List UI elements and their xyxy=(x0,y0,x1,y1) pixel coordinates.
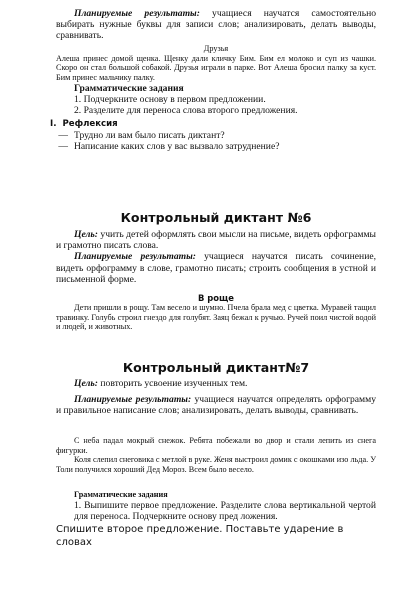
dictation-7-title: Контрольный диктант№7 xyxy=(122,360,310,375)
dash-marker: — xyxy=(58,141,68,153)
planned-results-label: Планируемые результаты: xyxy=(74,251,196,263)
grammar-item-1: 1. Подчеркните основу в первом предложении. xyxy=(74,94,266,106)
planned-results-text: учащиеся научатся самостоятельно выбирать нужные буквы для записи слов; анализировать, делать выводы, сравнивать. xyxy=(56,8,377,42)
section3-dictation xyxy=(56,436,376,474)
reflection-item-1 xyxy=(50,130,370,141)
reflection-item-text: Написание каких слов у вас вызвало затруднение? xyxy=(74,141,280,153)
goal-text: повторить усвоение изученных тем. xyxy=(97,378,248,389)
planned-results-paragraph xyxy=(56,8,376,42)
extra-task-line xyxy=(56,523,376,549)
planned-results-text: учащиеся научатся писать сочинение, видеть орфограмму в слове, грамотно писать; строить сообщения в устной и письменной форме. xyxy=(56,251,376,285)
planned-results-paragraph xyxy=(56,394,376,416)
section2-dictation xyxy=(56,293,376,332)
dictation-title: В роще xyxy=(198,293,234,303)
dictation-text: Дети пришли в рощу. Там весело и шумно. Пчела брала мед с цветка. Муравей тащил травинку. Голубь строил гнездо для голубят. Заяц бежал к ручью. Ручей поил чистой водой и людей, и животных. xyxy=(56,303,376,332)
section1-reflection xyxy=(50,119,370,153)
section3-title-wrap xyxy=(56,360,376,375)
dictation-6-title: Контрольный диктант №6 xyxy=(120,210,312,225)
section1-dictation xyxy=(56,44,376,82)
section1-planned xyxy=(56,8,376,42)
reflection-title: Рефлексия xyxy=(62,119,118,129)
section3-goal xyxy=(56,378,376,417)
grammar-item-2: 2. Разделите для переноса слова второго предложения. xyxy=(74,105,298,117)
planned-results-label: Планируемые результаты: xyxy=(74,8,200,19)
reflection-item-text: Трудно ли вам было писать диктант? xyxy=(74,130,225,142)
goal-label: Цель: xyxy=(74,229,98,240)
section1-grammar xyxy=(56,83,376,117)
goal-label: Цель: xyxy=(74,378,98,389)
planned-results-label: Планируемые результаты: xyxy=(74,394,192,406)
dictation-title: Друзья xyxy=(203,44,229,53)
grammar-item-1: 1. Выпишите первое предложение. Разделите слова вертикальной чертой для переноса. Подчеркните основу пред ложения. xyxy=(74,499,376,522)
dictation-paragraph-1: С неба падал мокрый снежок. Ребята побежали во двор и стали лепить из снега фигурки. xyxy=(56,436,376,455)
reflection-item-2 xyxy=(50,141,370,152)
grammar-title: Грамматические задания xyxy=(74,490,168,499)
goal-text: учить детей оформлять свои мысли на письме, видеть орфограммы и грамотно писать слова. xyxy=(56,229,376,252)
goal-paragraph xyxy=(56,378,376,389)
dash-marker: — xyxy=(58,130,68,142)
section2-title-wrap xyxy=(56,210,376,225)
section2-goal xyxy=(56,229,376,285)
dictation-paragraph-2: Коля слепил снеговика с метлой в руке. Женя выстроил домик с окошками изо льда. У Толи получился хороший Дед Мороз. Всем было весело. xyxy=(56,455,376,474)
planned-results-paragraph xyxy=(56,251,376,285)
grammar-title: Грамматические задания xyxy=(74,83,184,94)
extra-task-text: Спишите второе предложение. Поставьте ударение в словах xyxy=(56,524,344,548)
reflection-marker: I. xyxy=(50,119,57,129)
planned-results-text: учащиеся научатся определять орфограмму и правильное написание слов; анализировать, делать выводы, сравнивать. xyxy=(56,394,376,417)
section3-grammar xyxy=(56,490,376,522)
goal-paragraph xyxy=(56,229,376,251)
dictation-text: Алеша принес домой щенка. Щенку дали кличку Бим. Бим ел молоко и суп из чашки. Скоро он стал большой собакой. Друзья играли в парке. Вот Алеша бросил палку за куст. Бим принес мальчику палку. xyxy=(56,53,376,82)
reflection-heading xyxy=(50,119,370,130)
